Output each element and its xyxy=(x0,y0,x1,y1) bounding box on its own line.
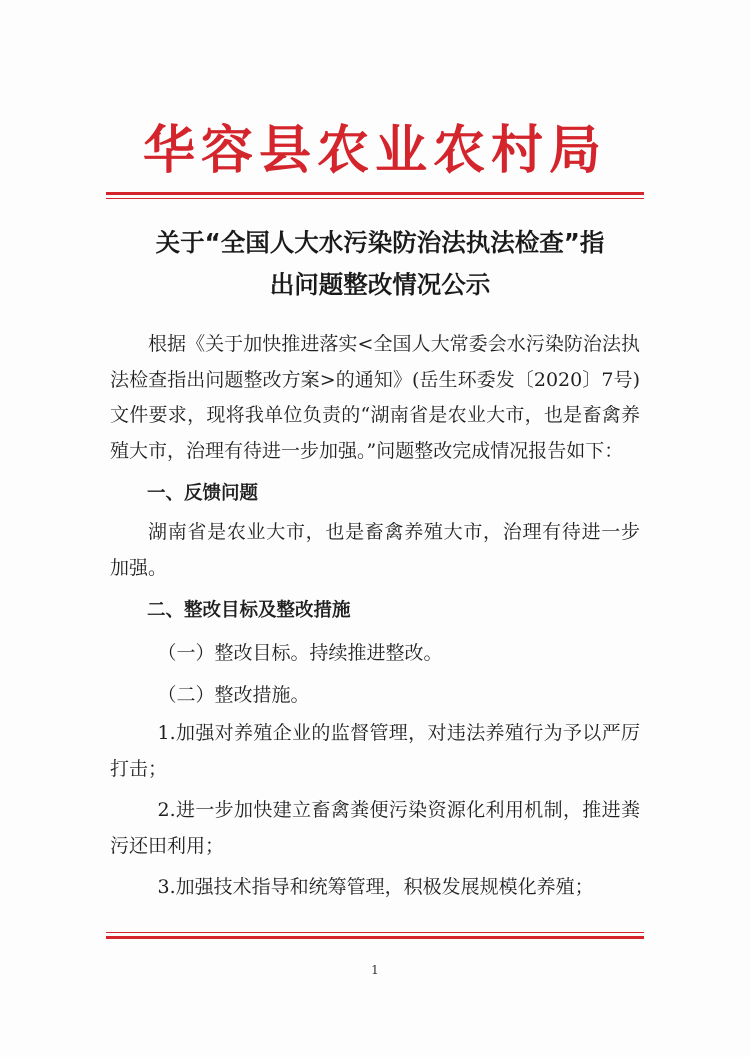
header-rule-thin-line xyxy=(106,198,644,199)
measure-item-2: 2.进一步加快建立畜禽粪便污染资源化利用机制，推进粪污还田利用； xyxy=(110,799,640,857)
issuing-organization-header: 华容县农业农村局 xyxy=(142,120,607,181)
footer-rule-thin-line xyxy=(106,932,644,933)
section-2-heading: 二、整改目标及整改措施 xyxy=(147,600,351,621)
document-title-line-2: 出问题整改情况公示 xyxy=(269,270,491,299)
section-1-heading: 一、反馈问题 xyxy=(147,483,259,504)
footer-red-rule xyxy=(106,932,644,939)
subsection-measures: （二）整改措施。 xyxy=(157,684,310,706)
section-1-paragraph: 湖南省是农业大市，也是畜禽养殖大市，治理有待进一步加强。 xyxy=(110,521,640,579)
measure-item-3: 3.加强技术指导和统筹管理，积极发展规模化养殖； xyxy=(157,876,594,898)
header-rule-thick-line xyxy=(106,192,644,195)
footer-rule-thick-line xyxy=(106,936,644,939)
document-body xyxy=(110,327,640,912)
subsection-target: （一）整改目标。持续推进整改。 xyxy=(157,642,443,664)
page-number: 1 xyxy=(371,963,379,977)
document-title-line-1: 关于“全国人大水污染防治法执法检查”指 xyxy=(155,228,605,257)
intro-paragraph: 根据《关于加快推进落实<全国人大常委会水污染防治法执法检查指出问题整改方案>的通知》(岳生环委发〔2020〕7号)文件要求，现将我单位负责的“湖南省是农业大市，也是畜禽养殖大市，治理有待进一步加强。”问题整改完成情况报告如下： xyxy=(110,333,640,462)
document-title xyxy=(100,222,660,306)
header-red-rule xyxy=(106,192,644,199)
measure-item-1: 1.加强对养殖企业的监督管理，对违法养殖行为予以严厉打击； xyxy=(110,722,640,780)
